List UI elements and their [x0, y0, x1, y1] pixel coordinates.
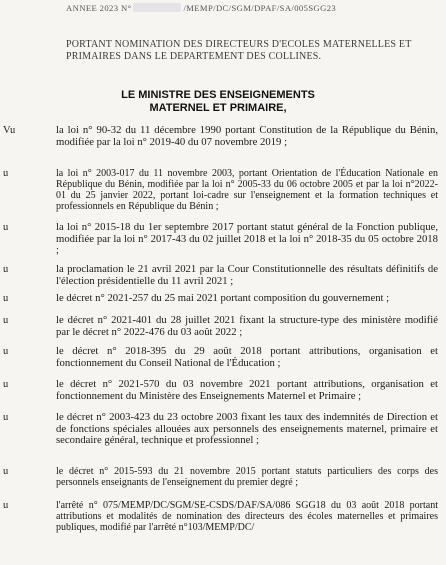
visa-text: la loi n° 2003-017 du 11 novembre 2003, portant Orientation de l'Éducation Nationale en République du Bénin, modifiée par la loi n° 2005-33 du 06 octobre 2005 et par la loi n°2022-01 du 25 janvier 2022, portant loi-cadre sur l'enseignement et la formation techniques et professionnels en République du Bénin ;: [56, 168, 438, 212]
visa-tag: u: [3, 293, 9, 304]
visa-text: le décret n° 2003-423 du 23 octobre 2003 fixant les taux des indemnités de Direction et de fonctions spéciales allouées aux personnels des enseignements maternel, primaire et secondaire général, technique et professionnel ;: [56, 411, 438, 447]
visa-tag: u: [3, 500, 9, 511]
visa-text: la proclamation le 21 avril 2021 par la Cour Constitutionnelle des résultats définitifs de l'élection présidentielle du 11 avril 2021 ;: [56, 263, 438, 287]
visa-tag: u: [3, 412, 9, 423]
visa-tag: u: [3, 168, 9, 179]
reference-prefix: ANNEE 2023 N°: [66, 3, 132, 13]
visa-text: l'arrêté n° 075/MEMP/DC/SGM/SE-CSDS/DAF/SA/086 SGG18 du 03 août 2018 portant attributions et modalités de nomination des directeurs des écoles maternelles et primaires publiques, modifié par l'arrêté n°103/MEMP/DC/: [56, 500, 438, 533]
visa-tag: u: [3, 466, 9, 477]
visa-text: le décret n° 2018-395 du 29 août 2018 portant attributions, organisation et fonctionnement du Conseil National de l'Éducation ;: [56, 345, 438, 369]
reference-suffix: /MEMP/DC/SGM/DPAF/SA/005SGG23: [183, 3, 337, 13]
visa-text: le décret n° 2021-570 du 03 novembre 2021 portant attributions, organisation et fonctionnement du Ministère des Enseignements Maternel et Primaire ;: [56, 378, 438, 402]
visa-tag: u: [3, 379, 9, 390]
visa-text: la loi n° 90-32 du 11 décembre 1990 portant Constitution de la République du Bénin, modifiée par la loi n° 2019-40 du 07 novembre 2019 ;: [56, 124, 438, 148]
visa-tag: Vu: [3, 125, 16, 136]
minister-title-line-2: MATERNEL ET PRIMAIRE,: [149, 102, 287, 114]
minister-title-line-1: LE MINISTRE DES ENSEIGNEMENTS: [121, 89, 315, 101]
visa-text: la loi n° 2015-18 du 1er septembre 2017 portant statut général de la Fonction publique, modifiée par la loi n° 2017-43 du 02 juillet 2018 et la loi n° 2018-35 du 05 octobre 2018 ;: [56, 221, 438, 257]
visa-text: le décret n° 2021-257 du 25 mai 2021 portant composition du gouvernement ;: [56, 292, 390, 304]
visa-tag: u: [3, 264, 9, 275]
visa-tag: u: [3, 315, 9, 326]
visa-tag: u: [3, 222, 9, 233]
visa-text: le décret n° 2021-401 du 28 juillet 2021 fixant la structure-type des ministère modifié par le décret n° 2022-476 du 03 août 2022 ;: [56, 314, 438, 338]
visa-tag: u: [3, 346, 9, 357]
decree-object: PORTANT NOMINATION DES DIRECTEURS D'ECOLES MATERNELLES ET PRIMAIRES DANS LE DEPARTEMENT DES COLLINES.: [66, 39, 412, 62]
visa-text: le décret n° 2015-593 du 21 novembre 2015 portant statuts particuliers des corps des personnels enseignants de l'enseignement du premier degré ;: [56, 466, 438, 488]
